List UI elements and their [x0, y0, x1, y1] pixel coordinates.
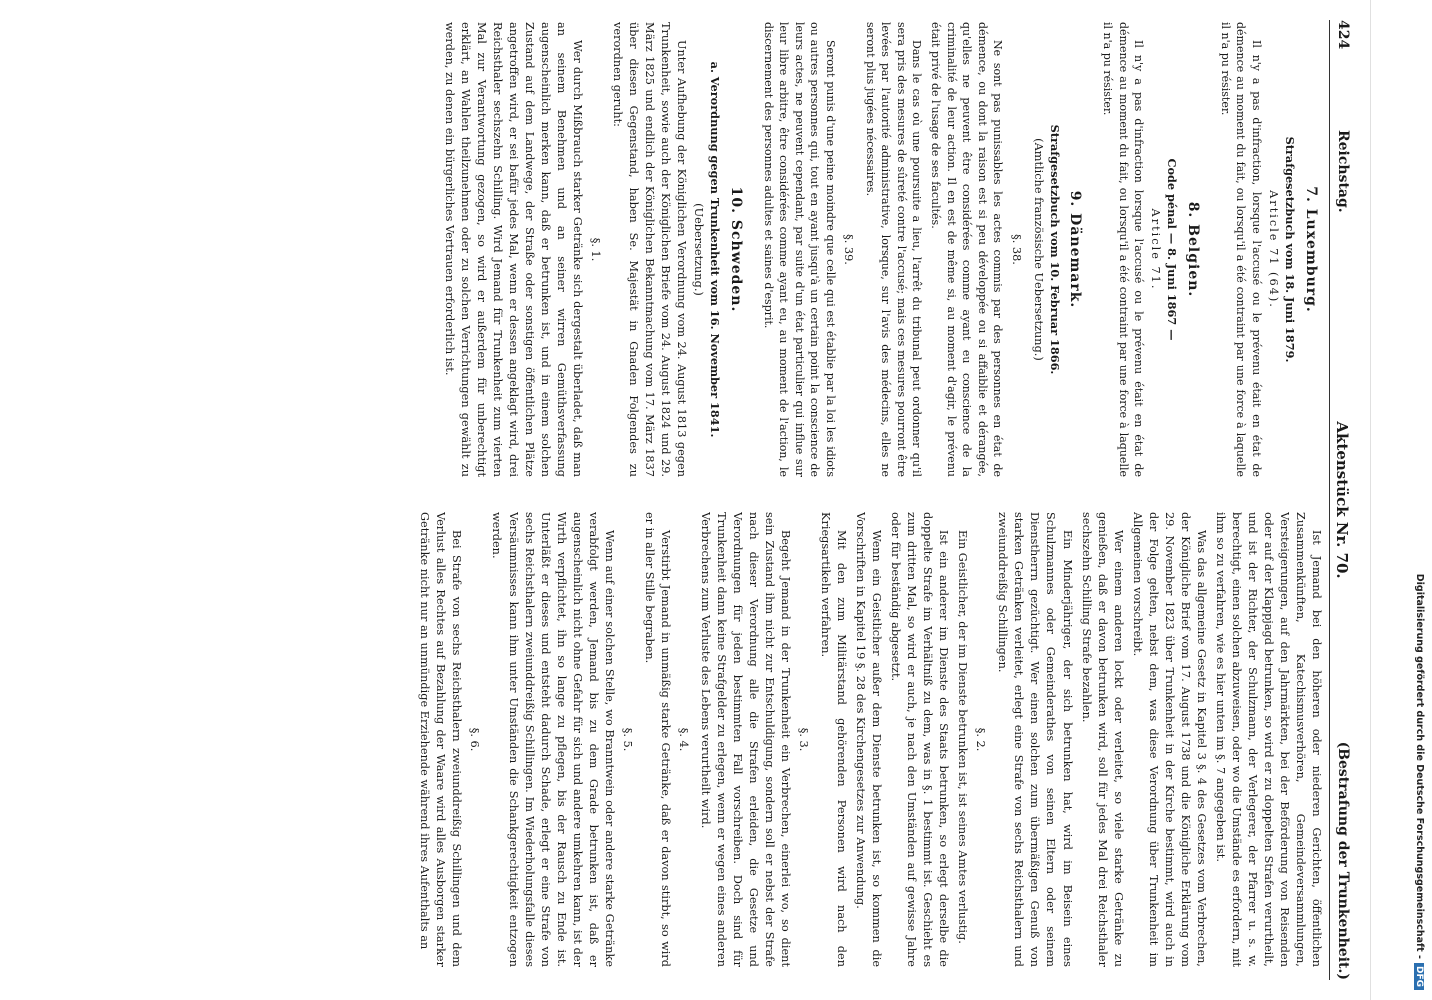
right-text-5: Wenn auf einer solchen Stelle, wo Branntwein oder andere starke Getränke verabfolgt werden, Jemand bis zu dem Grade betrunken ist, daß er augenscheinlich nicht ohne Gefahr für sich und andere umkehren kann, ist der Wirth verpflichtet, ihn so lange zu pflegen, bis der Rausch zu Ende ist. Unterläßt er dieses und entsteht dadurch Schade, erlegt er eine Strafe von sechs Reichsthalern zweiunddreißig Schillingen. Im Wiederholungsfalle dieses Versäumnisses kann ihm unter Umständen die Schankgerechtigkeit entzogen werden. [490, 512, 616, 967]
right-text-4: Verstirbt Jemand in unmäßig starke Getränke, daß er davon stirbt, so wird er in aller Stille begraben. [642, 512, 672, 967]
dfg-logo: DFG [1414, 963, 1424, 990]
paragraph-3: §. 3. [797, 727, 811, 752]
page-header [1329, 20, 1352, 980]
schweden-intro: Unter Aufhebung der Königlichen Verordnung vom 24. August 1813 gegen Trunkenheit, sowie auch der Königlichen Briefe vom 24. August 1824 und 29. März 1825 und endlich der Königlichen Bekanntmachung vom 17. März 1837 über diesen Gegenstand, haben Se. Majestät in Gnaden Folgendes zu verordnen geruht: [610, 22, 688, 477]
section-daenemark-title: 9. Dänemark. [1067, 190, 1084, 309]
right-text-b: Wer einem anderen lockt oder verleitet, so viele starke Getränke zu genießen, daß er davon betrunken wird, soll für jedes Mal drei Reichsthaler sechszehn Schilling Strafe bezahlen. [1079, 512, 1125, 967]
schweden-text-1: Wer durch Mißbrauch starker Getränke sich dergestalt überladet, daß man an seinem Benehmen und an seiner wirren Gemüthsverfassung augenscheinlich merken kann, daß er betrunken ist, und in einem solchen Zustand auf dem Landwege, der Straße oder sonstigen öffentlichen Plätze angetroffen wird, er sei bafür jedes Mal, wenn er dessen angeklagt wird, drei Reichsthaler sechszehn Schilling. Wird Jemand für Trunkenheit zum vierten Mal zur Verantwortung gezogen, so wird er außerdem für unberechtigt erklärt, an Wahlen theilzunehmen oder zu solchen Verrichtungen gewählt zu werden, zu denen ein bürgerliches Vertrauen erforderlich ist. [442, 22, 584, 477]
dfg-credit-text: Digitalisierung gefördert durch die Deutsche Forschungsgemeinschaft - [1414, 573, 1425, 959]
paragraph-38: §. 38. [1009, 234, 1023, 265]
left-column [14, 22, 1324, 477]
paragraph-5: §. 5. [620, 727, 634, 752]
right-text-c: Ein Minderjähriger, der sich betrunken hat, wird im Beisein eines Schulzmannes oder Gemeinderathes von seinen Eltern oder seinem Dienstherrn gezüchtigt. Wer einen solchen zum übermäßigen Genuß von starken Getränken verleitet, erlegt eine Strafe von sechs Reichsthalern und zweiunddreißig Schillingen. [996, 512, 1074, 967]
belgien-code: Code pénal — 8. Juni 1867 — [1165, 158, 1180, 341]
section-luxemburg-title: 7. Luxemburg. [1303, 186, 1319, 313]
schweden-subtitle: (Uebersetzung.) [692, 203, 706, 296]
right-text-top: Ist Jemand bei den höheren oder niederen Gerichten, öffentlichen Zusammenkünften, Katechismusverhören, Gemeindeversammlungen, Versteigerungen, auf den Jahrmärkten, bei der Beförderung von Reisenden oder auf der Klappjagd betrunken, so wird er zu doppelten Strafen verurtheilt, und ist der Richter, der Schulzmann, der Verlegerer, der Pfarrer u. s. w. berechtigt, einen solchen abzuweisen, oder wo die Umstände es erfordern, mit ihm so zu verfahren, wie es hier unten im §. 7 angegeben ist. [1213, 512, 1323, 967]
right-text-a: Was das allgemeine Gesetz in Kapitel 3 §. 4 des Gesetzes vom Verbrechen, der Königliche Brief vom 17. August 1738 und die Königliche Erklärung vom 29. November 1823 über Trunkenheit in der Kirche bestimmt, wird auch in der Folge gelten, nebst dem, was diese Verordnung über Trunkenheit im Allgemeinen vorschreibt. [1130, 512, 1208, 967]
paragraph-2: §. 2. [974, 727, 988, 752]
header-subject: (Bestrafung der Trunkenheit.) [1335, 741, 1351, 980]
paragraph-39: §. 39. [842, 234, 856, 265]
daenemark-text-39: Seront punis d'une peine moindre que celle qui est établie par la loi les idiots ou autres personnes qui, tout en ayant jusqu'à un certain point la conscience de leurs actes, ne peuvent cependant, par suite d'un état particulier qui influe sur leur libre arbitre, être considérées comme ayant eu, au moment de l'action, le discernement des personnes adultes et saines d'esprit. [761, 22, 837, 477]
right-text-2a: Ein Geistlicher, der im Dienste betrunken ist, ist seines Amtes verlustig. [956, 530, 970, 944]
right-text-3: Begeht Jemand in der Trunkenheit ein Verbrechen, einerlei wo, so dient sein Zustand ihm nicht zur Entschuldigung, sondern soll er nebst der Strafe nach dieser Verordnung alle die Strafen erleiden, die Gesetze und Verordnungen für jeden bestimmten Fall vorschreiben. Doch sind für Trunkenheit dann keine Strafgelder zu erlegen, wenn er wegen eines anderen Verbrechens zum Verluste des Lebens verurtheilt wird. [698, 512, 793, 967]
belgien-text: Il n'y a pas d'infraction lorsque l'accusé ou le prévenu était en état de démence au moment du fait, ou lorsqu'il a été contraint par une force à laquelle il n'a pu résister. [1101, 22, 1146, 477]
header-reichstag: Reichstag. [1335, 130, 1351, 213]
luxemburg-text: Il n'y a pas d'infraction, lorsque l'accusé ou le prévenu était en état de démence au moment du fait, ou lorsqu'il a été contraint par une force à laquelle il n'a pu résister. [1218, 22, 1264, 477]
section-schweden-title: 10. Schweden. [727, 186, 744, 313]
daenemark-text-38b: Dans le cas où une poursuite a lieu, l'arrêt du tribunal peut ordonner qu'il sera pris des mesures de sûreté contre l'accusé; mais ces mesures pourront être levées par l'autorité administrative, lorsque, sur l'avis des médecins, elles ne seront plus jugées nécessaires. [863, 22, 924, 477]
schweden-code: a. Verordnung gegen Trunkenheit vom 16. November 1841. [708, 61, 723, 438]
paragraph-4: §. 4. [676, 727, 690, 752]
belgien-article: Article 71. [1149, 208, 1163, 291]
luxemburg-code: Strafgesetzbuch vom 18. Juni 1879. [1283, 136, 1298, 363]
section-belgien-title: 8. Belgien. [1185, 201, 1202, 298]
page-number: 424 [1335, 20, 1351, 50]
header-aktenstueck: Aktenstück Nr. 70. [1333, 421, 1351, 579]
right-text-2b: Ist ein anderer im Dienste des Staats betrunken, so erlegt derselbe die doppelte Strafe im Verhältniß zu dem, was in §. 1 bestimmt ist. Geschieht es zum dritten Mal, so wird er auch, je nach den Umständen auf gewisse Jahre oder für beständig abgesetzt. [889, 512, 951, 967]
right-text-2c: Wenn ein Geistlicher außer dem Dienste betrunken ist, so kommen die Vorschriften in Kapitel 19 §. 28 des Kirchengesetzes zur Anwendung. [854, 512, 884, 967]
daenemark-code: Strafgesetzbuch vom 10. Februar 1866. [1047, 124, 1062, 375]
luxemburg-article: Article 71 (64). [1267, 190, 1281, 309]
right-column [14, 512, 1324, 967]
daenemark-subtitle: (Amtliche französische Uebersetzung.) [1031, 138, 1045, 361]
dfg-credit [1411, 10, 1425, 990]
daenemark-text-38a: Ne sont pas punissables les actes commis par des personnes en état de démence, ou dont la raison est si peu développée ou si affaiblie et dérangée, qu'elles ne peuvent être considérées comme ayant eu conscience de la criminalité de leur action. Il en est de même si, au moment d'agir, le prévenu était privé de l'usage de ses facultés. [929, 22, 1005, 477]
paragraph-1: §. 1. [588, 237, 602, 262]
right-text-6: Bei Strafe von sechs Reichsthalern zweiunddreißig Schillingen und dem Verlust alles Rechtes auf Bezahlung der Waare wird alles Ausborgen starker Getränke nicht nur an unmündige Erziehende während ihres Aufenthalts an [418, 512, 464, 967]
right-text-2d: Mit den zum Militärstand gehörenden Personen wird nach den Kriegsartikeln verfahren. [819, 512, 849, 967]
paragraph-6: §. 6. [468, 727, 482, 752]
